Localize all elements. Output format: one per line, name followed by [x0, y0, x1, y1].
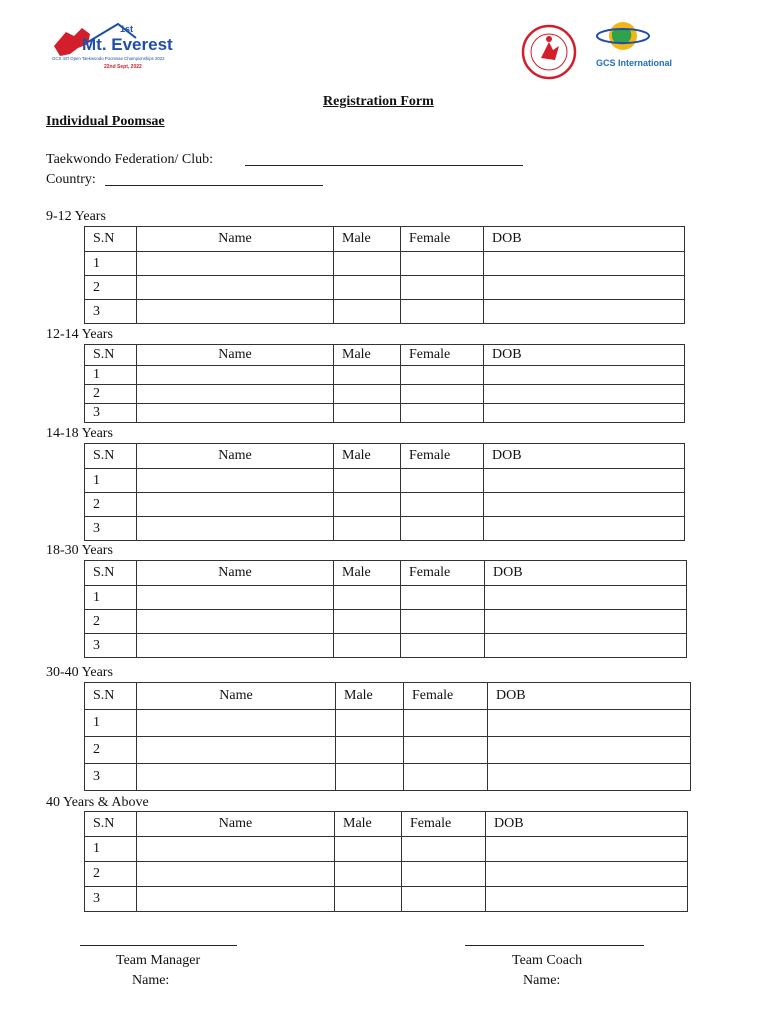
country-label: Country:	[46, 172, 96, 187]
col-header-sn: S.N	[85, 812, 137, 837]
male-field[interactable]	[334, 252, 401, 276]
name-field[interactable]	[137, 385, 334, 404]
male-field[interactable]	[334, 276, 401, 300]
dob-field[interactable]	[486, 837, 688, 862]
male-field[interactable]	[335, 887, 402, 912]
logo-date: 22nd Sept, 2022	[104, 64, 142, 70]
col-header-sn: S.N	[85, 683, 137, 710]
col-header-sn: S.N	[85, 345, 137, 366]
form-category: Individual Poomsae	[46, 114, 165, 129]
col-header-male: Male	[334, 561, 401, 586]
row-sn: 2	[85, 610, 137, 634]
table-row	[85, 493, 685, 517]
row-sn: 2	[85, 385, 137, 404]
row-sn: 1	[85, 710, 137, 737]
male-field[interactable]	[334, 469, 401, 493]
female-field[interactable]	[401, 385, 484, 404]
male-field[interactable]	[336, 737, 404, 764]
row-sn: 1	[85, 586, 137, 610]
col-header-name: Name	[137, 812, 335, 837]
female-field[interactable]	[401, 276, 484, 300]
female-field[interactable]	[401, 300, 484, 324]
col-header-name: Name	[137, 227, 334, 252]
name-field[interactable]	[137, 586, 334, 610]
dob-field[interactable]	[484, 366, 685, 385]
table-row	[85, 517, 685, 541]
col-header-name: Name	[137, 345, 334, 366]
table-row	[85, 385, 685, 404]
male-field[interactable]	[336, 764, 404, 791]
dob-field[interactable]	[484, 493, 685, 517]
male-field[interactable]	[335, 862, 402, 887]
female-field[interactable]	[402, 887, 486, 912]
col-header-female: Female	[401, 444, 484, 469]
col-header-name: Name	[137, 683, 336, 710]
gcs-international-logo	[590, 18, 673, 70]
dob-field[interactable]	[485, 634, 687, 658]
name-field[interactable]	[137, 300, 334, 324]
row-sn: 3	[85, 764, 137, 791]
table-header-row	[85, 444, 685, 469]
club-seal-logo	[521, 24, 577, 80]
table-row	[85, 404, 685, 423]
registration-table	[84, 443, 685, 541]
col-header-dob: DOB	[486, 812, 688, 837]
championship-logo	[48, 18, 198, 70]
name-field[interactable]	[137, 887, 335, 912]
section-label: 30-40 Years	[46, 665, 113, 680]
logo-edition: 1st	[120, 24, 134, 34]
table-header-row	[85, 345, 685, 366]
name-field[interactable]	[137, 610, 334, 634]
name-field[interactable]	[137, 710, 336, 737]
male-field[interactable]	[334, 610, 401, 634]
section-label: 18-30 Years	[46, 543, 113, 558]
name-field[interactable]	[137, 737, 336, 764]
section-label: 14-18 Years	[46, 426, 113, 441]
table-row	[85, 887, 688, 912]
name-field[interactable]	[137, 469, 334, 493]
name-field[interactable]	[137, 276, 334, 300]
logo-title: Mt. Everest	[82, 35, 173, 54]
col-header-dob: DOB	[488, 683, 691, 710]
female-field[interactable]	[401, 493, 484, 517]
table-row	[85, 469, 685, 493]
male-field[interactable]	[334, 634, 401, 658]
male-field[interactable]	[334, 366, 401, 385]
col-header-male: Male	[334, 444, 401, 469]
row-sn: 1	[85, 837, 137, 862]
female-field[interactable]	[402, 862, 486, 887]
table-row	[85, 764, 691, 791]
table-header-row	[85, 812, 688, 837]
registration-table	[84, 226, 685, 324]
col-header-dob: DOB	[484, 444, 685, 469]
row-sn: 2	[85, 737, 137, 764]
federation-field[interactable]	[245, 165, 523, 166]
row-sn: 2	[85, 862, 137, 887]
col-header-dob: DOB	[484, 227, 685, 252]
col-header-male: Male	[336, 683, 404, 710]
col-header-male: Male	[335, 812, 402, 837]
dob-field[interactable]	[486, 862, 688, 887]
name-field[interactable]	[137, 252, 334, 276]
col-header-female: Female	[401, 227, 484, 252]
registration-table	[84, 344, 685, 423]
female-field[interactable]	[401, 517, 484, 541]
female-field[interactable]	[401, 586, 485, 610]
col-header-sn: S.N	[85, 227, 137, 252]
col-header-male: Male	[334, 345, 401, 366]
row-sn: 3	[85, 517, 137, 541]
name-field[interactable]	[137, 634, 334, 658]
dob-field[interactable]	[484, 469, 685, 493]
dob-field[interactable]	[485, 610, 687, 634]
female-field[interactable]	[401, 252, 484, 276]
row-sn: 3	[85, 634, 137, 658]
form-title: Registration Form	[323, 94, 434, 109]
col-header-name: Name	[137, 444, 334, 469]
table-row	[85, 634, 687, 658]
row-sn: 1	[85, 252, 137, 276]
male-field[interactable]	[334, 404, 401, 423]
col-header-dob: DOB	[484, 345, 685, 366]
dob-field[interactable]	[484, 300, 685, 324]
name-field[interactable]	[137, 404, 334, 423]
table-header-row	[85, 227, 685, 252]
dob-field[interactable]	[486, 887, 688, 912]
female-field[interactable]	[404, 737, 488, 764]
col-header-sn: S.N	[85, 561, 137, 586]
row-sn: 2	[85, 493, 137, 517]
female-field[interactable]	[401, 634, 485, 658]
col-header-female: Female	[401, 561, 485, 586]
male-field[interactable]	[335, 837, 402, 862]
registration-table	[84, 811, 688, 912]
gcs-logo-text: GCS International	[596, 58, 673, 68]
row-sn: 3	[85, 887, 137, 912]
male-field[interactable]	[334, 517, 401, 541]
name-field[interactable]	[137, 837, 335, 862]
country-field[interactable]	[105, 185, 323, 186]
row-sn: 3	[85, 404, 137, 423]
dob-field[interactable]	[484, 252, 685, 276]
male-field[interactable]	[336, 710, 404, 737]
federation-label: Taekwondo Federation/ Club:	[46, 152, 213, 167]
section-label: 9-12 Years	[46, 209, 106, 224]
table-row	[85, 276, 685, 300]
table-row	[85, 252, 685, 276]
table-row	[85, 862, 688, 887]
dob-field[interactable]	[488, 710, 691, 737]
table-row	[85, 586, 687, 610]
registration-table	[84, 560, 687, 658]
col-header-female: Female	[402, 812, 486, 837]
female-field[interactable]	[404, 710, 488, 737]
col-header-name: Name	[137, 561, 334, 586]
col-header-sn: S.N	[85, 444, 137, 469]
name-field[interactable]	[137, 862, 335, 887]
row-sn: 1	[85, 469, 137, 493]
name-field[interactable]	[137, 493, 334, 517]
manager-name-label: Name:	[132, 973, 170, 988]
table-row	[85, 710, 691, 737]
dob-field[interactable]	[488, 764, 691, 791]
female-field[interactable]	[401, 469, 484, 493]
name-field[interactable]	[137, 517, 334, 541]
registration-table	[84, 682, 691, 791]
table-row	[85, 300, 685, 324]
col-header-dob: DOB	[485, 561, 687, 586]
dob-field[interactable]	[485, 586, 687, 610]
female-field[interactable]	[401, 404, 484, 423]
manager-signature-line[interactable]	[80, 945, 237, 946]
table-row	[85, 737, 691, 764]
table-header-row	[85, 561, 687, 586]
coach-signature-line[interactable]	[465, 945, 644, 946]
dob-field[interactable]	[484, 517, 685, 541]
dob-field[interactable]	[484, 276, 685, 300]
row-sn: 2	[85, 276, 137, 300]
section-label: 12-14 Years	[46, 327, 113, 342]
table-header-row	[85, 683, 691, 710]
male-field[interactable]	[334, 385, 401, 404]
col-header-female: Female	[404, 683, 488, 710]
female-field[interactable]	[402, 837, 486, 862]
female-field[interactable]	[404, 764, 488, 791]
dob-field[interactable]	[484, 385, 685, 404]
table-row	[85, 610, 687, 634]
name-field[interactable]	[137, 764, 336, 791]
manager-title: Team Manager	[116, 953, 201, 968]
coach-name-label: Name:	[523, 973, 561, 988]
coach-title: Team Coach	[512, 953, 583, 968]
male-field[interactable]	[334, 586, 401, 610]
dob-field[interactable]	[488, 737, 691, 764]
col-header-male: Male	[334, 227, 401, 252]
dob-field[interactable]	[484, 404, 685, 423]
table-row	[85, 837, 688, 862]
male-field[interactable]	[334, 493, 401, 517]
name-field[interactable]	[137, 366, 334, 385]
female-field[interactable]	[401, 366, 484, 385]
male-field[interactable]	[334, 300, 401, 324]
table-row	[85, 366, 685, 385]
logo-subtitle: GCS Int'l Open Taekwondo Poomsae Championships 2022	[52, 56, 165, 61]
row-sn: 3	[85, 300, 137, 324]
section-label: 40 Years & Above	[46, 795, 149, 810]
row-sn: 1	[85, 366, 137, 385]
col-header-female: Female	[401, 345, 484, 366]
female-field[interactable]	[401, 610, 485, 634]
